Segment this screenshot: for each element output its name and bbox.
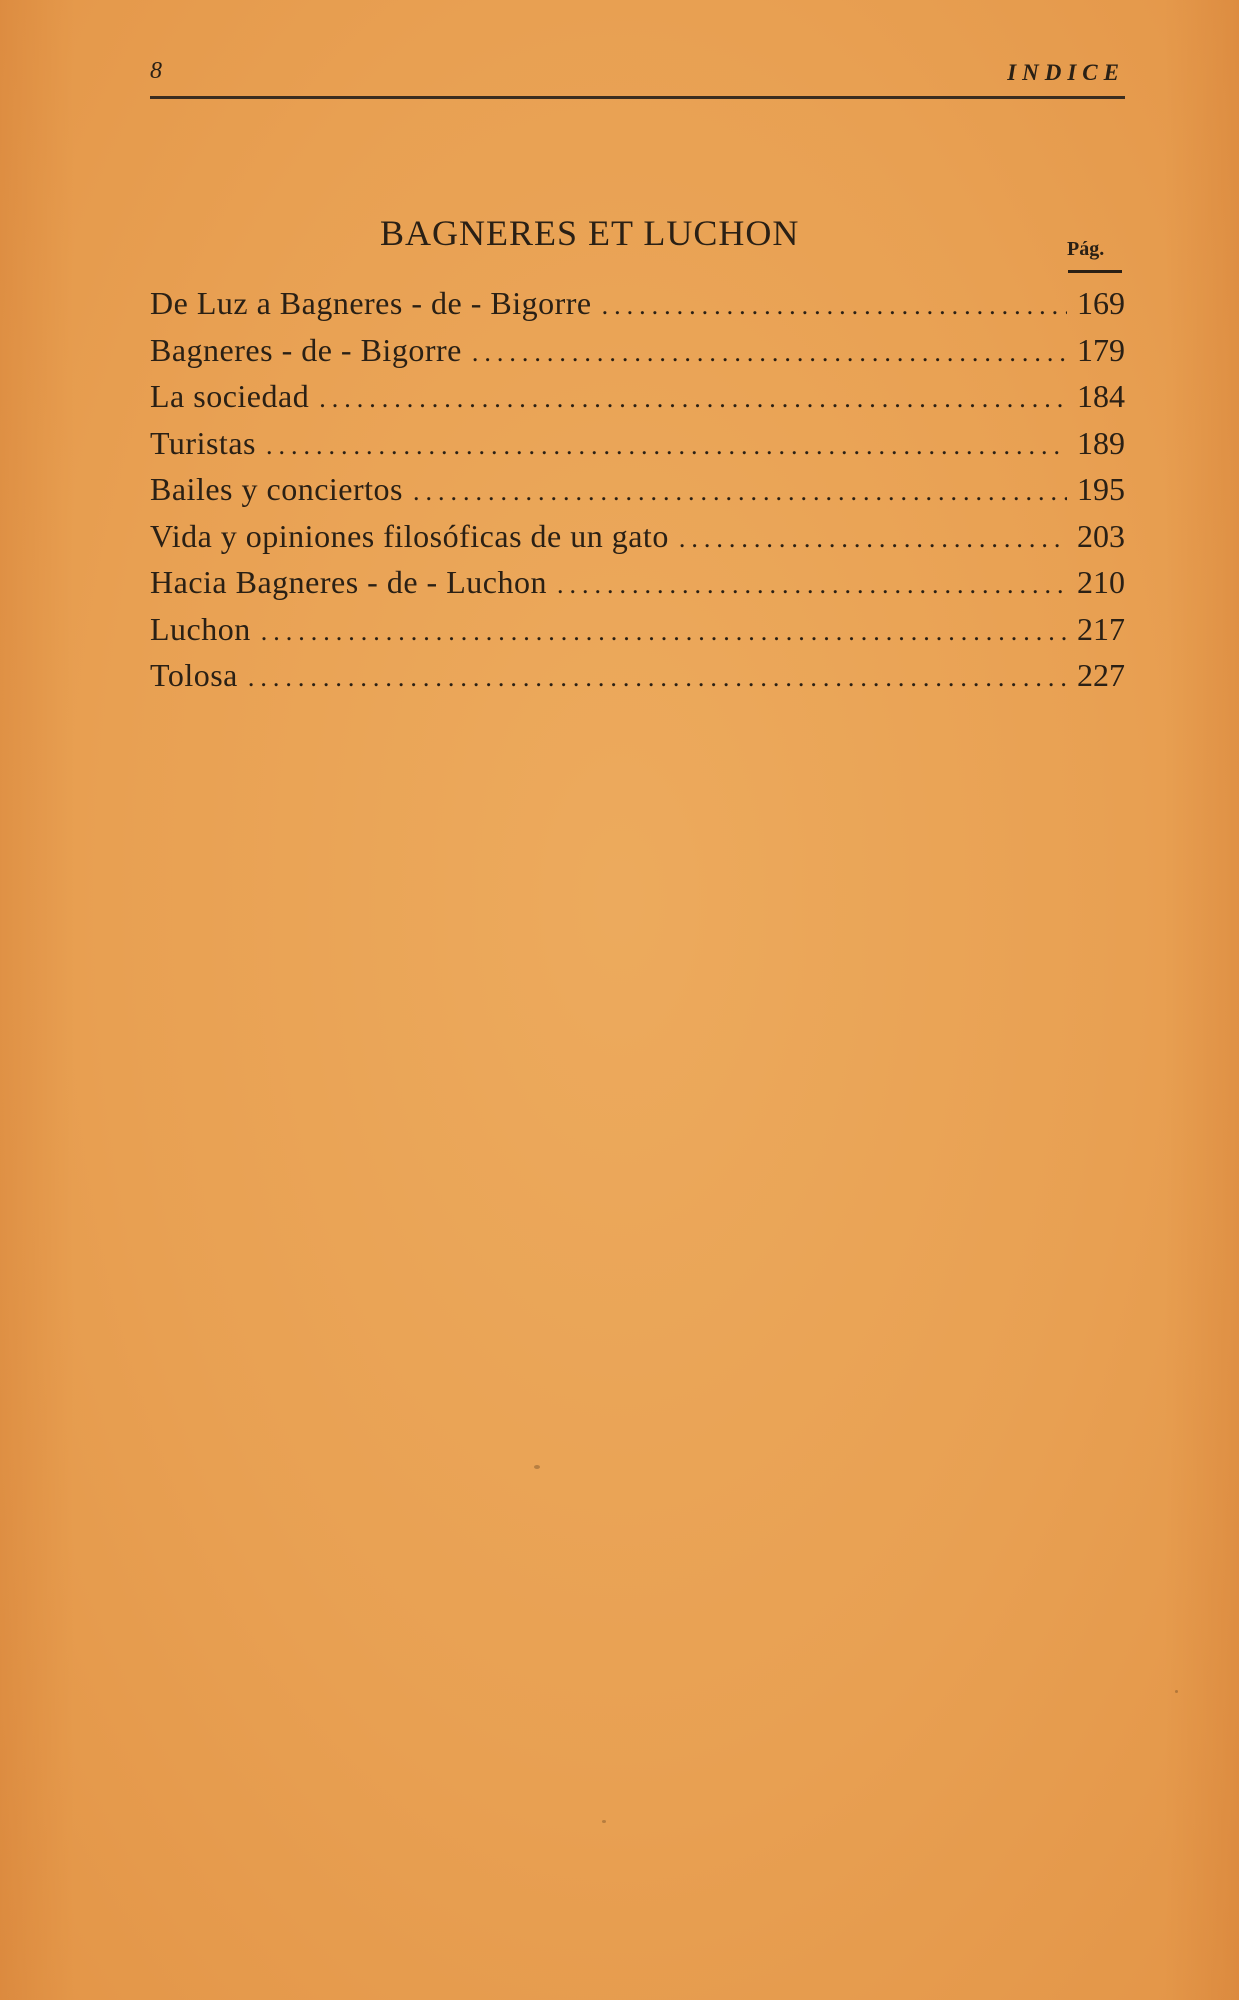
toc-entry-page: 217 — [1077, 610, 1125, 647]
toc-entry — [150, 606, 1125, 653]
toc-entry — [150, 513, 1125, 560]
toc-entry-page: 179 — [1077, 331, 1125, 368]
toc-leader-dots — [602, 283, 1067, 329]
running-head — [150, 58, 1125, 99]
toc-entry-title: La sociedad — [150, 378, 310, 414]
toc-entry — [150, 652, 1125, 699]
toc-entry-title: Turistas — [150, 424, 256, 461]
toc-entry-title: Luchon — [150, 610, 251, 647]
paper-speck — [1175, 1690, 1178, 1693]
toc-entry-page: 195 — [1077, 471, 1125, 507]
toc-entry-page: 210 — [1077, 564, 1125, 600]
toc-entry — [150, 373, 1125, 420]
toc-leader-dots — [248, 655, 1067, 701]
toc-entry-title: Tolosa — [150, 657, 238, 693]
toc-entry — [150, 466, 1125, 513]
toc-entry-title: De Luz a Bagneres - de - Bigorre — [150, 285, 592, 321]
toc-entry-page: 184 — [1077, 378, 1125, 414]
page-number: 8 — [150, 58, 162, 84]
page-column-label: Pág. — [1067, 238, 1105, 260]
toc-leader-dots — [557, 562, 1067, 608]
toc-entry — [150, 420, 1125, 467]
toc-leader-dots — [679, 516, 1067, 562]
toc-leader-dots — [266, 423, 1067, 469]
toc-entry-page: 169 — [1077, 285, 1125, 321]
table-of-contents — [150, 280, 1125, 699]
toc-entry-page: 189 — [1077, 424, 1125, 461]
toc-entry — [150, 327, 1125, 374]
running-title: INDICE — [1007, 60, 1125, 85]
toc-leader-dots — [319, 376, 1067, 422]
toc-leader-dots — [413, 469, 1067, 515]
toc-entry-page: 227 — [1077, 657, 1125, 693]
toc-leader-dots — [261, 609, 1067, 655]
section-title: BAGNERES ET LUCHON — [380, 213, 800, 253]
toc-entry — [150, 559, 1125, 606]
toc-entry-title: Vida y opiniones filosóficas de un gato — [150, 517, 669, 554]
toc-entry-title: Bagneres - de - Bigorre — [150, 331, 462, 368]
toc-entry — [150, 280, 1125, 327]
paper-speck — [602, 1820, 606, 1823]
paper-speck — [534, 1465, 540, 1469]
toc-entry-title: Bailes y conciertos — [150, 471, 403, 507]
toc-entry-page: 203 — [1077, 517, 1125, 554]
page-column-rule — [1068, 270, 1122, 273]
toc-leader-dots — [472, 330, 1067, 376]
toc-entry-title: Hacia Bagneres - de - Luchon — [150, 564, 547, 600]
